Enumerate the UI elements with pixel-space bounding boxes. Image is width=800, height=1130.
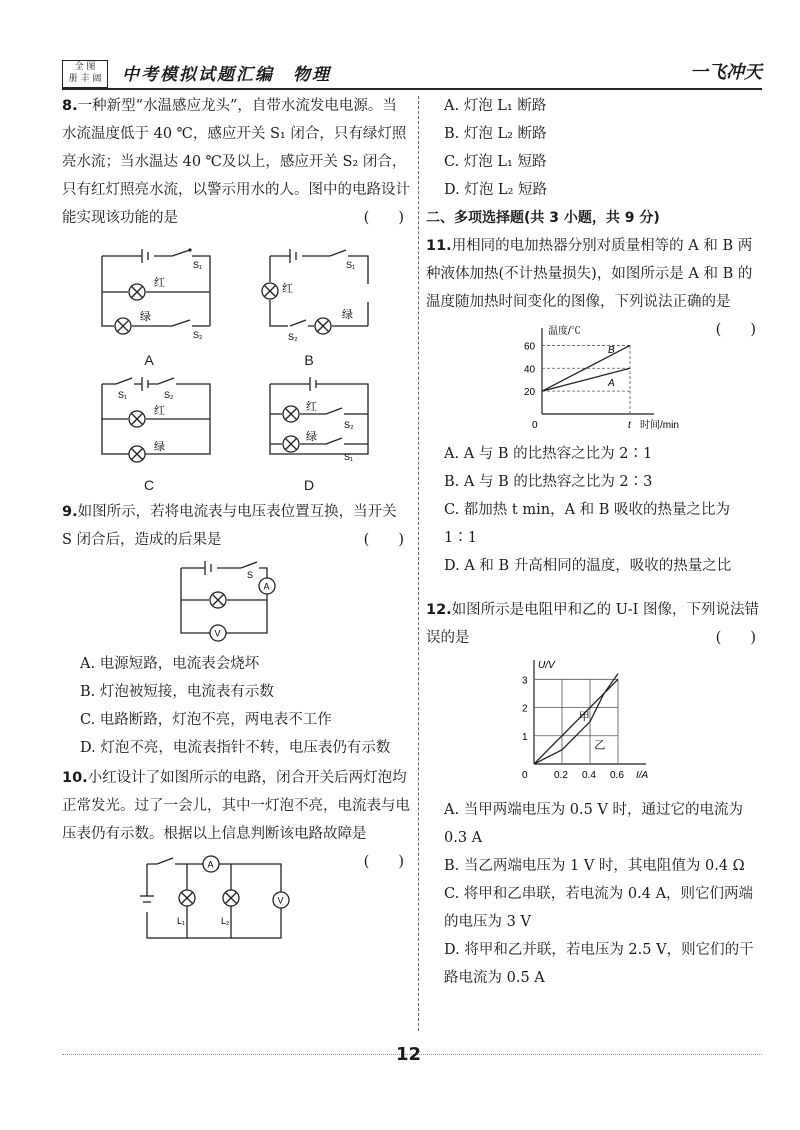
- question-number: 12.: [426, 602, 452, 618]
- option-label-a: A: [144, 352, 154, 368]
- x-tick-label: 0.6: [610, 770, 624, 781]
- option-label-c: C: [143, 477, 155, 493]
- q9-option-b: B. 灯泡被短接，电流表有示数: [80, 684, 274, 700]
- x-tick-label: 0.4: [582, 770, 596, 781]
- y-axis-label: U/V: [538, 660, 555, 671]
- q10-option-d: D. 灯泡 L₂ 短路: [444, 182, 547, 198]
- question-number: 10.: [62, 770, 88, 786]
- q9-option-c: C. 电路断路，灯泡不亮，两电表不工作: [80, 712, 332, 728]
- answer-bracket: ( ): [363, 210, 404, 226]
- answer-bracket: ( ): [363, 532, 404, 548]
- label-voltmeter: V: [277, 895, 284, 906]
- y-tick-label: 2: [522, 703, 528, 715]
- origin-label: 0: [522, 770, 528, 781]
- question-stem: 如图所示是电阻甲和乙的 U-I 图像，下列说法错误的是: [426, 602, 759, 646]
- logo-text-bottom: 册 丰 阔: [68, 74, 102, 84]
- label-s: S: [247, 570, 254, 580]
- series-label-A: A: [608, 378, 615, 389]
- option-label-b: B: [304, 352, 314, 368]
- q9-option-a: A. 电源短路，电流表会烧坏: [80, 656, 260, 672]
- label-s2-d: S₂: [344, 420, 354, 430]
- question-stem: 用相同的电加热器分别对质量相等的 A 和 B 两种液体加热(不计热量损失)，如图所示是 A 和 B 的温度随加热时间变化的图像，下列说法正确的是: [426, 238, 753, 310]
- page-number: 12: [396, 1044, 422, 1065]
- label-s1: S₁: [193, 260, 203, 270]
- question-12: [426, 596, 762, 652]
- left-column: [62, 92, 410, 947]
- label-ammeter: A: [263, 581, 270, 592]
- question-10: [62, 764, 410, 870]
- label-s1-b: S₁: [346, 260, 356, 270]
- circuit-q10: [133, 852, 293, 947]
- series-title: 中考模拟试题汇编 物理: [122, 65, 331, 85]
- y-tick-label: 40: [524, 364, 536, 376]
- label-red-d: 红: [306, 401, 317, 413]
- q11-option-c: C. 都加热 t min，A 和 B 吸收的热量之比为 1∶1: [444, 502, 731, 546]
- q9-option-d: D. 灯泡不亮，电流表指针不转，电压表仍有示数: [80, 740, 391, 756]
- label-s2-b: S₂: [288, 332, 298, 341]
- question-number: 11.: [426, 238, 452, 254]
- logo-text-top: 全 图: [74, 62, 96, 72]
- label-green-b: 绿: [342, 309, 353, 321]
- label-red-c: 红: [154, 405, 165, 417]
- circuit-a: [92, 246, 222, 341]
- brand-title: 一飞冲天: [690, 62, 762, 83]
- q12-option-b: B. 当乙两端电压为 1 V 时，其电阻值为 0.4 Ω: [444, 858, 745, 874]
- question-stem: 一种新型“水温感应龙头”，自带水流发电电源。当水流温度低于 40 ℃，感应开关 S₁ 闭合，只有绿灯照亮水流；当水温达 40 ℃及以上，感应开关 S₂ 闭合，只有红灯照亮水流，以警示用水的人。图中的电路设计能实现该功能的是: [62, 98, 410, 226]
- circuit-c: [92, 374, 222, 469]
- label-red: 红: [154, 277, 165, 289]
- q11-option-b: B. A 与 B 的比热容之比为 2∶3: [444, 474, 653, 490]
- q12-option-c: C. 将甲和乙串联，若电流为 0.4 A，则它们两端的电压为 3 V: [444, 886, 754, 930]
- y-tick-label: 20: [524, 387, 536, 399]
- q11-option-a: A. A 与 B 的比热容之比为 2∶1: [444, 446, 653, 462]
- u-i-chart: [512, 656, 682, 786]
- label-s1-d: S₁: [344, 452, 354, 462]
- q11-option-d: D. A 和 B 升高相同的温度，吸收的热量之比: [444, 558, 732, 574]
- question-8: [62, 92, 410, 232]
- series-line-A: [542, 368, 630, 391]
- y-axis-label: 温度/℃: [548, 326, 581, 337]
- series-label-甲: 甲: [578, 711, 590, 724]
- q10-option-a: A. 灯泡 L₁ 断路: [444, 98, 547, 114]
- answer-bracket: ( ): [363, 854, 404, 870]
- section-heading: 二、多项选择题(共 3 小题，共 9 分): [426, 210, 660, 226]
- question-9: [62, 498, 410, 554]
- q12-option-a: A. 当甲两端电压为 0.5 V 时，通过它的电流为 0.3 A: [444, 802, 744, 846]
- circuit-d: [260, 374, 390, 469]
- label-red-b: 红: [282, 283, 293, 295]
- question-number: 8.: [62, 98, 78, 114]
- option-label-d: D: [303, 477, 315, 493]
- origin-label: 0: [532, 420, 538, 431]
- series-label-B: B: [608, 344, 615, 356]
- question-stem: 小红设计了如图所示的电路，闭合开关后两灯泡均正常发光。过了一会儿，其中一灯泡不亮，电流表与电压表仍有示数。根据以上信息判断该电路故障是: [62, 770, 410, 842]
- label-voltmeter: V: [214, 628, 221, 639]
- question-number: 9.: [62, 504, 78, 520]
- x-tick-label: t: [628, 420, 631, 431]
- y-tick-label: 3: [522, 675, 528, 687]
- column-divider: [418, 96, 419, 1031]
- header-rule: [62, 88, 762, 90]
- label-green: 绿: [140, 311, 151, 323]
- label-s1-c: S₁: [118, 390, 128, 400]
- label-s2: S₂: [193, 330, 203, 340]
- right-column: [426, 92, 762, 992]
- y-tick-label: 1: [522, 731, 528, 743]
- question-stem: 如图所示，若将电流表与电压表位置互换，当开关 S 闭合后，造成的后果是: [62, 504, 397, 548]
- label-s2-c: S₂: [164, 390, 174, 400]
- q10-option-c: C. 灯泡 L₁ 短路: [444, 154, 547, 170]
- label-l1: L₁: [176, 916, 185, 926]
- q8-figures: [62, 246, 410, 496]
- label-green-c: 绿: [154, 441, 165, 453]
- label-l2: L₂: [220, 916, 230, 926]
- series-label-乙: 乙: [594, 739, 606, 752]
- series-logo: [62, 60, 108, 88]
- label-green-d: 绿: [306, 431, 317, 443]
- series-line-B: [542, 345, 630, 391]
- x-axis-label: I/A: [636, 770, 649, 781]
- temperature-time-chart: [512, 322, 702, 432]
- x-tick-label: 0.2: [554, 770, 568, 781]
- label-ammeter: A: [207, 859, 214, 870]
- q12-option-d: D. 将甲和乙并联，若电压为 2.5 V，则它们的干路电流为 0.5 A: [444, 942, 754, 986]
- circuit-q9: [171, 558, 301, 648]
- answer-bracket: ( ): [715, 322, 756, 338]
- circuit-b: [260, 246, 390, 341]
- x-axis-label: 时间/min: [640, 420, 679, 431]
- y-tick-label: 60: [524, 341, 536, 353]
- q10-option-b: B. 灯泡 L₂ 断路: [444, 126, 547, 142]
- page-header: [62, 54, 762, 90]
- answer-bracket: ( ): [715, 630, 756, 646]
